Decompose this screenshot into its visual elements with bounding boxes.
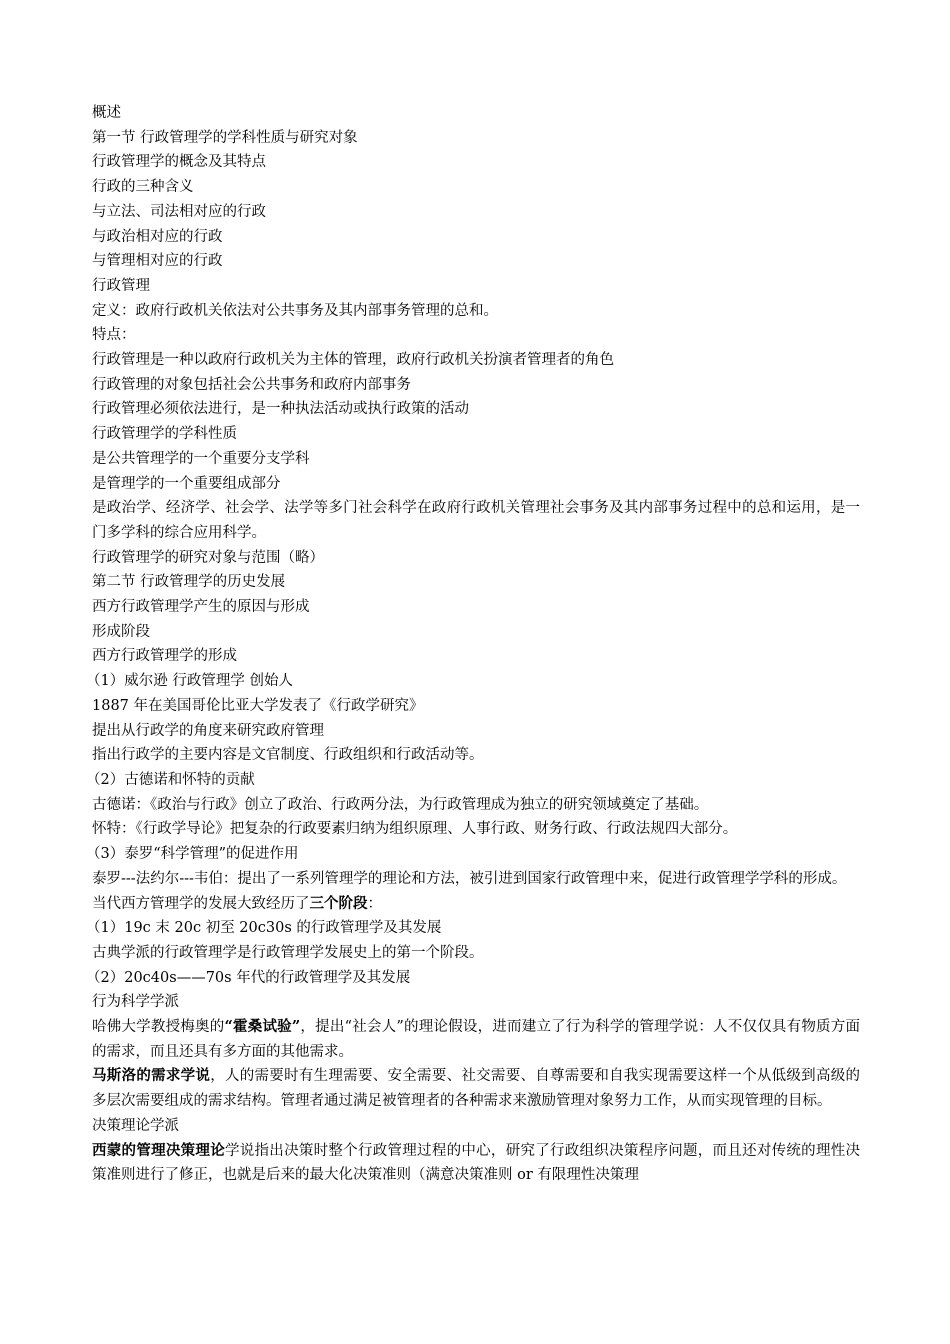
text-line: 行政管理 xyxy=(92,277,150,294)
text-line: 第二节 行政管理学的历史发展 xyxy=(92,574,286,591)
text-line: 与管理相对应的行政 xyxy=(92,253,223,270)
text-run: 哈佛大学教授梅奥的 xyxy=(92,1019,225,1036)
text-line: 指出行政学的主要内容是文官制度、行政组织和行政活动等。 xyxy=(92,747,484,764)
text-line: 西方行政管理学产生的原因与形成 xyxy=(92,599,310,616)
text-line xyxy=(92,1064,860,1113)
text-run: ，提出“社会人”的理论假设，进而建立了行为科学的管理学说：人不仅仅具有物质方面的需求，而且还具有多方面的其他需求。 xyxy=(92,1019,860,1060)
text-line: 提出从行政学的角度来研究政府管理 xyxy=(92,722,324,739)
text-line: （2）20c40s——70s 年代的行政管理学及其发展 xyxy=(86,969,411,986)
text-line: （3）泰罗“科学管理”的促进作用 xyxy=(86,846,299,863)
text-line: 行为科学学派 xyxy=(92,994,179,1011)
text-line: （1）威尔逊 行政管理学 创始人 xyxy=(86,673,293,690)
text-line: 概述 xyxy=(92,105,121,121)
text-line: 行政的三种含义 xyxy=(92,179,194,196)
text-line: 行政管理必须依法进行，是一种执法活动或执行政策的活动 xyxy=(92,401,469,418)
bold-term: 三个阶段 xyxy=(309,894,368,912)
text-line xyxy=(92,1139,860,1188)
text-line: 古典学派的行政管理学是行政管理学发展史上的第一个阶段。 xyxy=(92,944,484,961)
text-line: 怀特：《行政学导论》把复杂的行政要素归纳为组织原理、人事行政、财务行政、行政法规四大部分。 xyxy=(92,821,738,838)
text-run: ，人的需要时有生理需要、安全需要、社交需要、自尊需要和自我实现需要这样一个从低级到高级的多层次需要组成的需求结构。管理者通过满足被管理者的各种需求来激励管理对象努力工作，从而实现管理的目标。 xyxy=(92,1068,861,1110)
text-line: 泰罗---法约尔---韦伯：提出了一系列管理学的理论和方法，被引进到国家行政管理中来，促进行政管理学学科的形成。 xyxy=(92,870,847,887)
text-line: 形成阶段 xyxy=(92,623,150,640)
text-line: 决策理论学派 xyxy=(92,1117,179,1134)
text-run: 当代西方管理学的发展大致经历了 xyxy=(92,895,310,912)
text-line: （2）古德诺和怀特的贡献 xyxy=(86,771,255,788)
text-line: 第一节 行政管理学的学科性质与研究对象 xyxy=(92,129,358,146)
text-run: ： xyxy=(367,895,382,912)
bold-term: 西蒙的管理决策理论 xyxy=(92,1141,225,1159)
bold-term: “霍桑试验” xyxy=(224,1018,301,1036)
document-body xyxy=(86,101,861,1188)
text-line: 行政管理的对象包括社会公共事务和政府内部事务 xyxy=(92,376,411,393)
text-line: 定义：政府行政机关依法对公共事务及其内部事务管理的总和。 xyxy=(92,302,498,319)
text-line: 与立法、司法相对应的行政 xyxy=(92,203,266,220)
text-line: 西方行政管理学的形成 xyxy=(92,648,237,665)
text-line xyxy=(92,892,860,917)
text-line xyxy=(92,1015,860,1064)
text-line: 是公共管理学的一个重要分支学科 xyxy=(92,450,310,467)
text-line: 1887 年在美国哥伦比亚大学发表了《行政学研究》 xyxy=(92,697,424,714)
text-line: 是管理学的一个重要组成部分 xyxy=(92,475,281,492)
text-line: 行政管理学的研究对象与范围（略） xyxy=(92,549,324,566)
text-line: 古德诺：《政治与行政》创立了政治、行政两分法，为行政管理成为独立的研究领域奠定了基础。 xyxy=(92,796,709,813)
text-run: 学说指出决策时整个行政管理过程的中心，研究了行政组织决策程序问题，而且还对传统的理性决策准则进行了修正，也就是后来的最大化决策准则（满意决策准则 or 有限理性决策理 xyxy=(92,1142,861,1184)
bold-term: 马斯洛的需求学说 xyxy=(92,1067,211,1085)
text-line: 行政管理学的概念及其特点 xyxy=(92,154,266,171)
text-line: 行政管理是一种以政府行政机关为主体的管理，政府行政机关扮演者管理者的角色 xyxy=(92,352,614,369)
text-line: 特点： xyxy=(92,327,136,344)
text-line: （1）19c 末 20c 初至 20c30s 的行政管理学及其发展 xyxy=(86,920,442,937)
text-line: 是政治学、经济学、社会学、法学等多门社会科学在政府行政机关管理社会事务及其内部事务过程中的总和运用，是一门多学科的综合应用科学。 xyxy=(92,500,860,541)
text-line: 与政治相对应的行政 xyxy=(92,228,223,245)
text-line: 行政管理学的学科性质 xyxy=(92,426,237,443)
